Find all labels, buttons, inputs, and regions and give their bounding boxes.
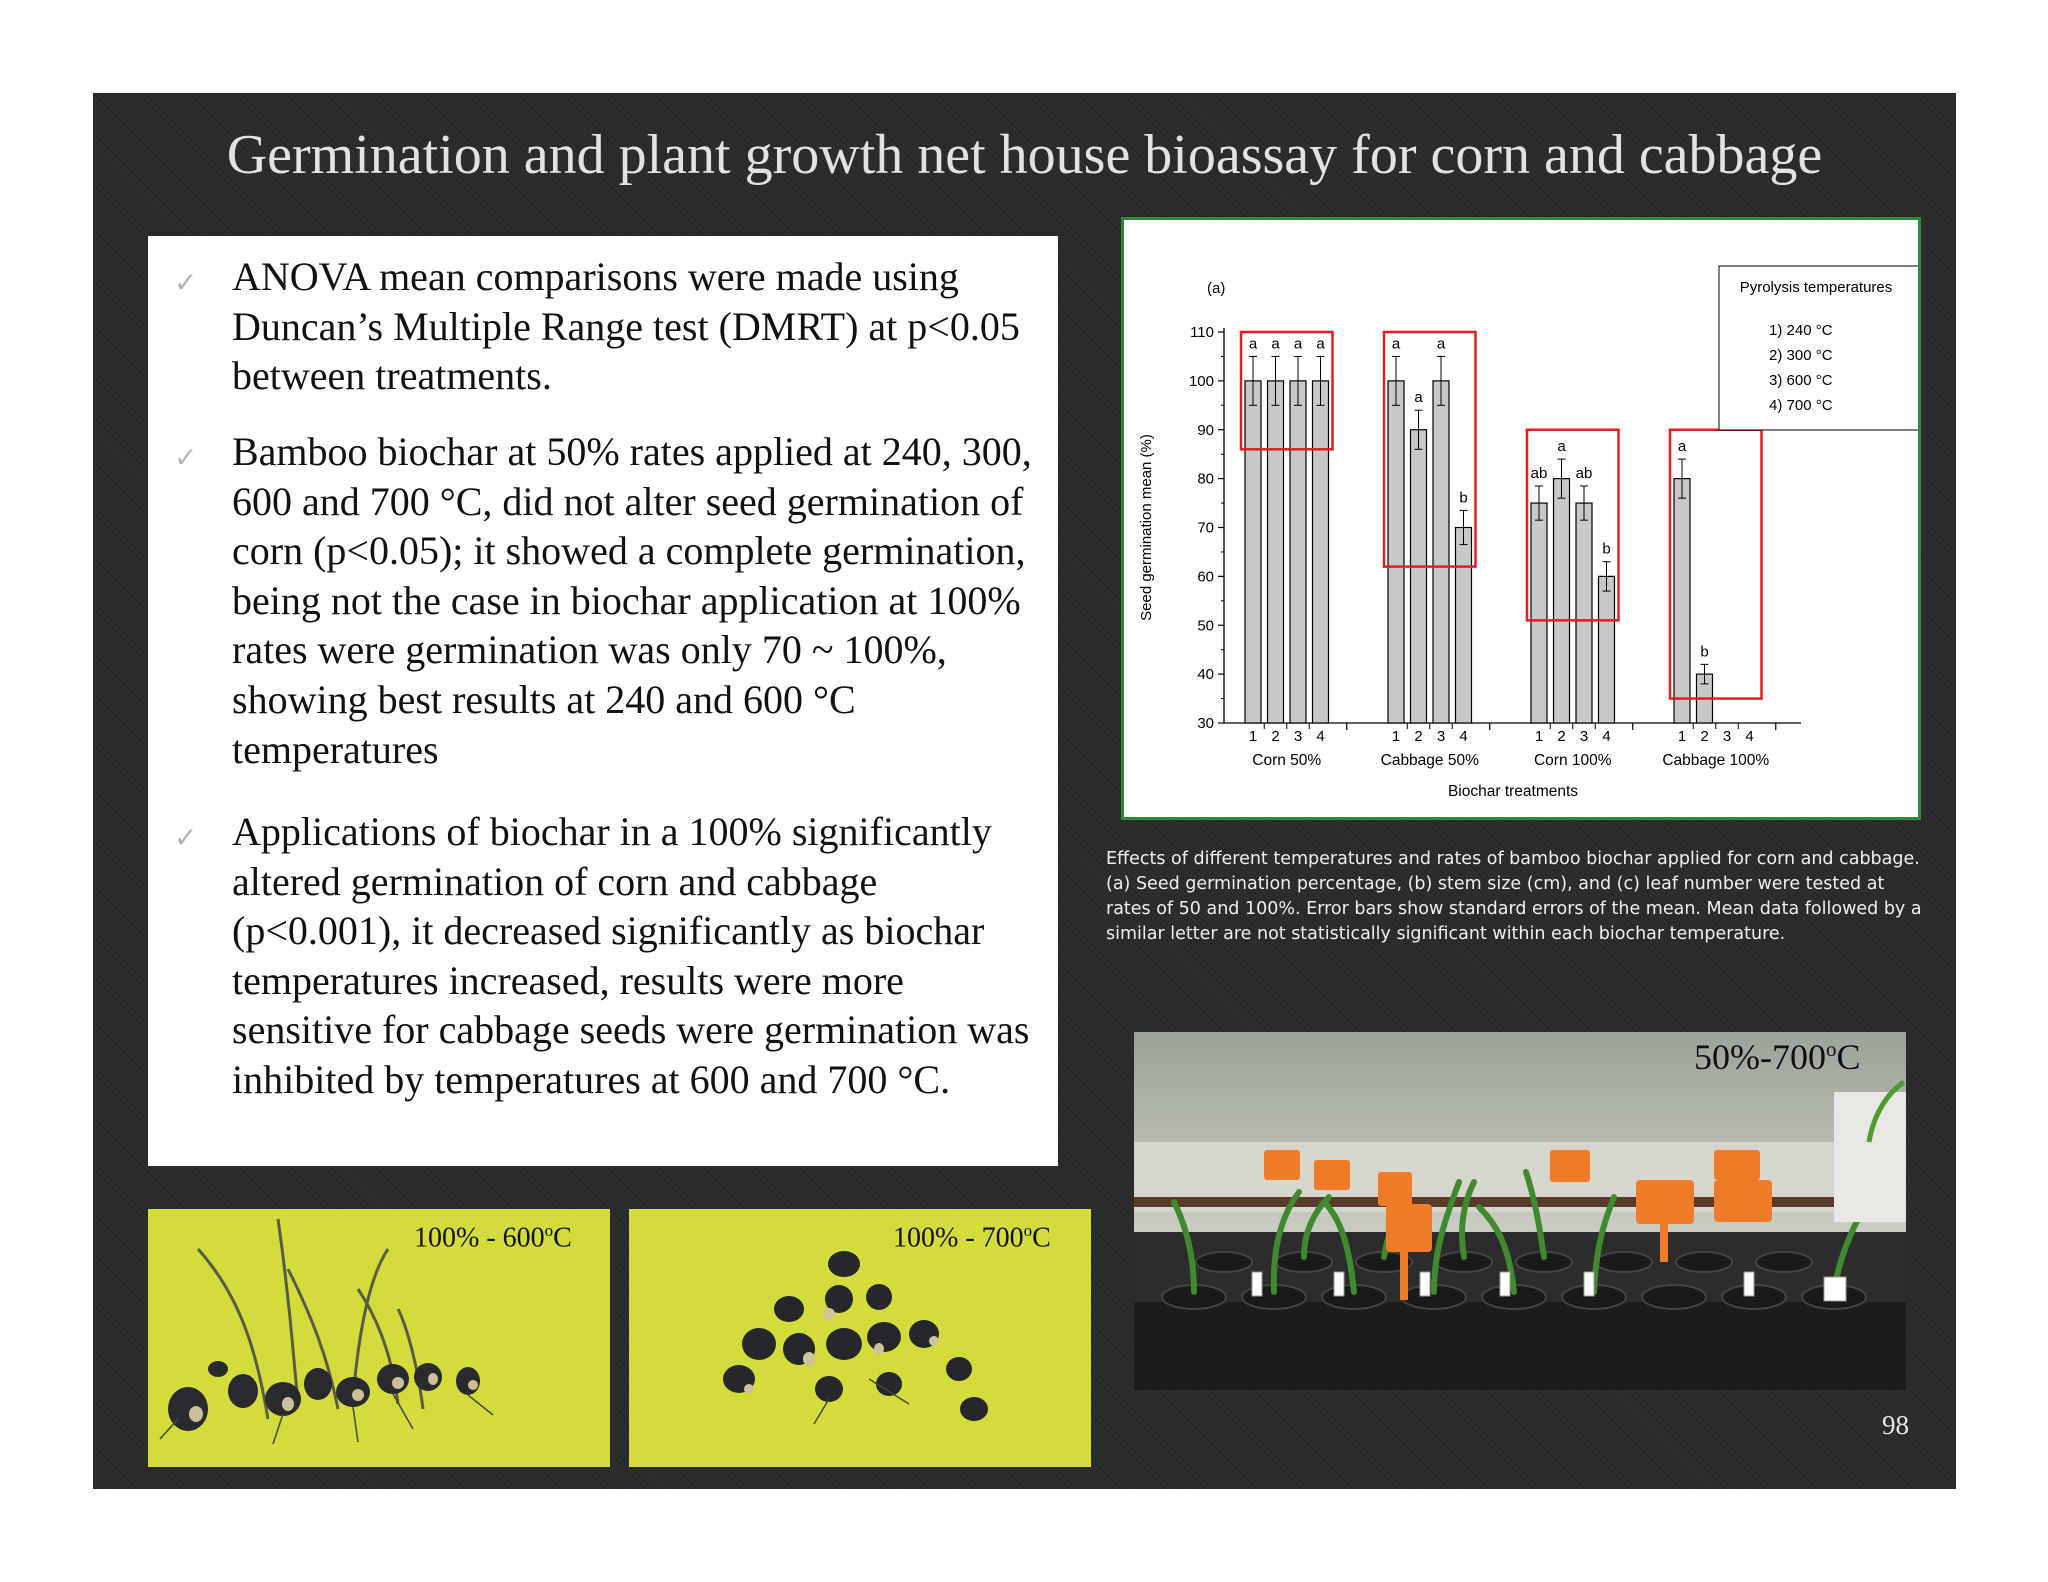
x-tick-label: 4 — [1745, 728, 1754, 745]
significance-letter: b — [1602, 540, 1611, 558]
bullet-text-box — [148, 236, 1058, 1166]
bar — [1433, 381, 1449, 723]
check-icon: ✓ — [174, 266, 198, 299]
significance-letter: ab — [1575, 464, 1593, 482]
x-tick-label: 1 — [1677, 728, 1687, 745]
y-tick-label: 100 — [1188, 372, 1214, 390]
significance-letter: a — [1557, 438, 1566, 456]
significance-letter: a — [1436, 335, 1446, 353]
significance-letter: ab — [1530, 464, 1548, 482]
bar — [1388, 381, 1404, 723]
significance-letter: a — [1391, 335, 1401, 353]
y-tick-label: 70 — [1197, 519, 1214, 537]
x-tick-label: 3 — [1293, 728, 1303, 745]
legend-title: Pyrolysis temperatures — [1739, 279, 1893, 296]
significance-letter: a — [1677, 438, 1687, 456]
legend-entry: 4) 700 °C — [1769, 397, 1833, 414]
significance-letter: a — [1271, 335, 1280, 353]
bar — [1531, 503, 1547, 723]
significance-letter: b — [1700, 643, 1709, 661]
bullet-text: Bamboo biochar at 50% rates applied at 240, 300, 600 and 700 °C, did not alter seed germination of corn (p<0.05); it showed a complete germination, being not the case in biochar application at 100% rates were germination was only 70 ~ 100%, showing best results at 240 and 600 °C temperatures — [232, 429, 1032, 772]
x-axis-label: Biochar treatments — [1447, 783, 1579, 800]
x-tick-label: 3 — [1722, 728, 1732, 745]
photo-label: 50%-700$^o$C — [1694, 1037, 1861, 1077]
bar — [1290, 381, 1306, 723]
page-number: 98 — [1882, 1410, 1909, 1440]
y-tick-label: 30 — [1197, 715, 1214, 732]
germination-chart-svg — [1124, 220, 1918, 817]
legend-entry: 1) 240 °C — [1769, 322, 1833, 339]
panel-label: (a) — [1207, 280, 1226, 297]
x-tick-label: 2 — [1557, 728, 1566, 745]
bar — [1313, 381, 1329, 723]
y-tick-label: 80 — [1197, 470, 1214, 488]
bar — [1456, 528, 1472, 724]
photo-label: 100% - 700$^o$C — [893, 1221, 1051, 1254]
check-icon: ✓ — [174, 821, 198, 854]
y-tick-label: 40 — [1197, 666, 1214, 684]
x-tick-label: 3 — [1436, 728, 1446, 745]
group-label: Cabbage 50% — [1380, 752, 1479, 769]
figure-caption: Effects of different temperatures and rates of bamboo biochar applied for corn and cabbage. (a) Seed germination percentage, (b) stem size (cm), and (c) leaf number were tested at rates of 50 and 100%. Error bars show standard errors of the mean. Mean data followed by a similar letter are not statistically significant within each biochar temperature. — [1106, 849, 1922, 944]
x-tick-label: 4 — [1602, 728, 1611, 745]
x-tick-label: 1 — [1534, 728, 1544, 745]
x-tick-label: 4 — [1316, 728, 1325, 745]
x-tick-label: 2 — [1414, 728, 1423, 745]
photo-label: 100% - 600$^o$C — [414, 1221, 572, 1254]
significance-letter: a — [1248, 335, 1258, 353]
x-tick-label: 1 — [1248, 728, 1258, 745]
legend-entry: 2) 300 °C — [1769, 347, 1833, 364]
bar — [1674, 479, 1690, 723]
significance-letter: b — [1459, 489, 1468, 507]
y-axis-label: Seed germination mean (%) — [1138, 434, 1155, 621]
photo-corn-100-700 — [629, 1209, 1091, 1467]
slide-title: Germination and plant growth net house bioassay for corn and cabbage — [226, 124, 1823, 186]
x-tick-label: 4 — [1459, 728, 1468, 745]
germination-chart — [1121, 217, 1921, 820]
group-label: Corn 100% — [1533, 752, 1612, 769]
x-tick-label: 1 — [1391, 728, 1401, 745]
bullet-text: ANOVA mean comparisons were made using Duncan’s Multiple Range test (DMRT) at p<0.05 between treatments. — [232, 254, 1020, 399]
photo-corn-100-600 — [148, 1209, 610, 1467]
bar — [1411, 430, 1427, 723]
bar — [1245, 381, 1261, 723]
check-icon: ✓ — [174, 441, 198, 474]
y-tick-label: 60 — [1197, 568, 1214, 586]
bar — [1599, 576, 1615, 723]
slide — [93, 93, 1956, 1489]
significance-letter: a — [1414, 389, 1423, 407]
photo-nethouse-50-700 — [1134, 1032, 1906, 1390]
x-tick-label: 2 — [1271, 728, 1280, 745]
nethouse-photo-image — [1134, 1032, 1906, 1390]
bar — [1554, 479, 1570, 723]
y-tick-label: 90 — [1197, 421, 1214, 439]
legend-entry: 3) 600 °C — [1769, 372, 1833, 389]
bar — [1268, 381, 1284, 723]
group-label: Cabbage 100% — [1662, 752, 1770, 769]
x-tick-label: 2 — [1700, 728, 1709, 745]
significance-letter: a — [1293, 335, 1303, 353]
bar — [1576, 503, 1592, 723]
significance-letter: a — [1316, 335, 1325, 353]
y-tick-label: 50 — [1197, 617, 1214, 635]
x-tick-label: 3 — [1579, 728, 1589, 745]
group-label: Corn 50% — [1252, 752, 1322, 769]
y-tick-label: 110 — [1190, 324, 1214, 341]
bullet-text: Applications of biochar in a 100% significantly altered germination of corn and cabbage (p<0.001), it decreased significantly as biochar temperatures increased, results were more sensitive for cabbage seeds were germination was inhibited by temperatures at 600 and 700 °C. — [232, 809, 1030, 1102]
